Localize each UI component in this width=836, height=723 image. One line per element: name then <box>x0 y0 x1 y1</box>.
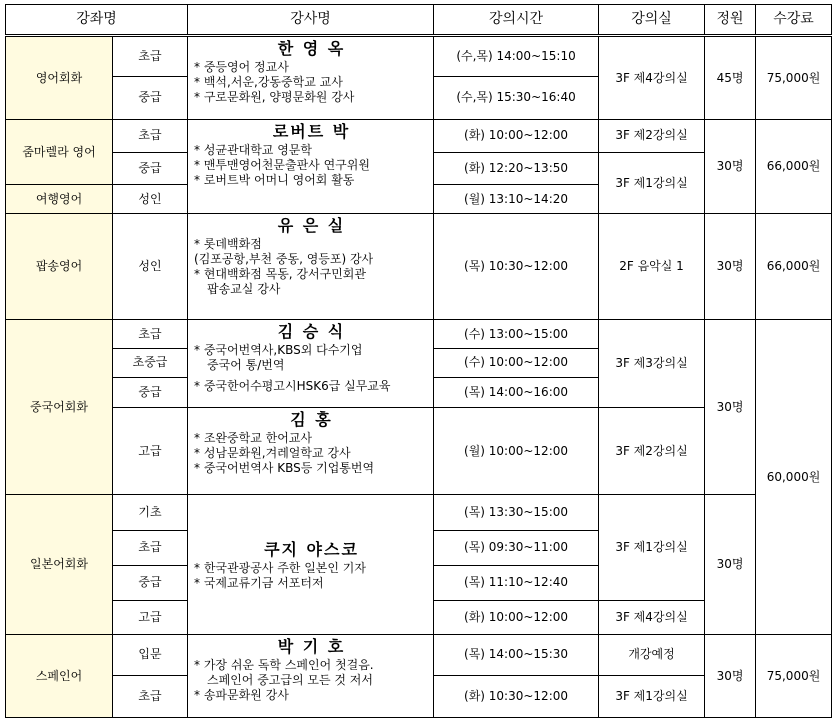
instructor-detail: * 한국관광공사 주한 일본인 기자 <box>194 561 366 576</box>
level-cell: 고급 <box>113 407 188 495</box>
fee-cell: 75,000원 <box>756 635 832 718</box>
capacity-cell: 30명 <box>705 119 756 214</box>
room-cell: 3F 제1강의실 <box>599 495 705 601</box>
instructor-cell <box>188 36 434 120</box>
instructor-name: 김 승 식 <box>277 322 346 342</box>
time-cell: (목) 11:10~12:40 <box>434 565 599 600</box>
level-cell: 기초 <box>113 495 188 530</box>
time-cell: (목) 14:00~15:30 <box>434 635 599 675</box>
instructor-detail: * 성남문화원,겨레얼학교 강사 <box>194 445 351 460</box>
course-spanish: 스페인어 <box>6 635 113 718</box>
instructor-detail: * 백석,서운,강동중학교 교사 <box>194 75 343 90</box>
room-cell: 3F 제4강의실 <box>599 36 705 120</box>
instructor-detail: * 국제교류기금 서포터저 <box>194 576 324 591</box>
instructor-detail: 팝송교실 강사 <box>207 282 281 297</box>
level-cell: 초급 <box>113 36 188 76</box>
instructor-cell <box>188 407 434 495</box>
fee-cell: 66,000원 <box>756 214 832 320</box>
instructor-detail: 중국어 통/번역 <box>207 358 285 373</box>
level-cell: 초급 <box>113 119 188 152</box>
room-cell: 3F 제3강의실 <box>599 320 705 408</box>
room-cell: 3F 제2강의실 <box>599 119 705 152</box>
room-cell: 3F 제2강의실 <box>599 407 705 495</box>
time-cell: (목) 09:30~11:00 <box>434 530 599 565</box>
capacity-cell: 30명 <box>705 635 756 718</box>
time-cell: (수,목) 14:00~15:10 <box>434 36 599 76</box>
room-cell: 3F 제1강의실 <box>599 153 705 214</box>
header-fee: 수강료 <box>756 5 832 36</box>
room-cell: 3F 제1강의실 <box>599 675 705 717</box>
table-row <box>6 214 832 320</box>
instructor-cell <box>188 214 434 320</box>
course-travel: 여행영어 <box>6 185 113 214</box>
level-cell: 초중급 <box>113 349 188 377</box>
room-cell: 개강예정 <box>599 635 705 675</box>
fee-cell: 75,000원 <box>756 36 832 120</box>
table-row <box>6 320 832 349</box>
header-capacity: 정원 <box>705 5 756 36</box>
instructor-name: 로버트 박 <box>272 121 351 141</box>
header-course: 강좌명 <box>6 5 188 36</box>
level-cell: 중급 <box>113 377 188 407</box>
level-cell: 초급 <box>113 320 188 349</box>
header-room: 강의실 <box>599 5 705 36</box>
table-row <box>6 36 832 76</box>
instructor-detail: * 로버트박 어머니 영어회 활동 <box>194 172 355 187</box>
time-cell: (목) 14:00~16:00 <box>434 377 599 407</box>
time-cell: (목) 13:30~15:00 <box>434 495 599 530</box>
instructor-detail: (김포공항,부천 중동, 영등포) 강사 <box>194 252 374 267</box>
capacity-cell: 30명 <box>705 495 756 635</box>
instructor-cell <box>188 635 434 718</box>
instructor-name: 한 영 옥 <box>277 39 346 59</box>
time-cell: (수) 13:00~15:00 <box>434 320 599 349</box>
instructor-name: 김 홍 <box>290 409 333 429</box>
course-schedule-table <box>5 4 832 718</box>
header-instructor: 강사명 <box>188 5 434 36</box>
instructor-cell <box>188 119 434 214</box>
instructor-detail: * 맨투맨영어천문출판사 연구위원 <box>194 157 370 172</box>
room-cell: 2F 음악실 1 <box>599 214 705 320</box>
course-umbrella: 줌마렐라 영어 <box>6 119 113 184</box>
instructor-detail: 스페인어 중고급의 모든 것 저서 <box>207 673 373 688</box>
instructor-detail: * 가장 쉬운 독학 스페인어 첫걸음. <box>194 658 374 673</box>
time-cell: (화) 10:00~12:00 <box>434 119 599 152</box>
level-cell: 성인 <box>113 214 188 320</box>
instructor-detail: * 구로문화원, 양평문화원 강사 <box>194 90 355 105</box>
instructor-cell <box>188 320 434 408</box>
time-cell: (수,목) 15:30~16:40 <box>434 76 599 119</box>
instructor-name: 쿠지 야스코 <box>264 540 359 560</box>
instructor-detail: * 중등영어 정교사 <box>194 60 289 75</box>
table-row <box>6 635 832 675</box>
instructor-detail: * 현대백화점 목동, 강서구민회관 <box>194 267 366 282</box>
instructor-detail: * 송파문화원 강사 <box>194 688 289 703</box>
fee-cell: 66,000원 <box>756 119 832 214</box>
header-time: 강의시간 <box>434 5 599 36</box>
level-cell: 입문 <box>113 635 188 675</box>
table-row <box>6 495 832 530</box>
time-cell: (월) 10:00~12:00 <box>434 407 599 495</box>
instructor-detail: * 중국한어수평고시HSK6급 실무교육 <box>194 379 391 394</box>
time-cell: (목) 10:30~12:00 <box>434 214 599 320</box>
course-chinese: 중국어회화 <box>6 320 113 495</box>
time-cell: (화) 10:00~12:00 <box>434 601 599 635</box>
header-row <box>6 5 832 36</box>
time-cell: (화) 10:30~12:00 <box>434 675 599 717</box>
level-cell: 중급 <box>113 565 188 600</box>
level-cell: 고급 <box>113 601 188 635</box>
time-cell: (화) 12:20~13:50 <box>434 153 599 185</box>
instructor-detail: * 중국어번역사,KBS외 다수기업 <box>194 343 363 358</box>
fee-cell: 60,000원 <box>756 320 832 635</box>
level-cell: 초급 <box>113 675 188 717</box>
instructor-detail: * 조완중학교 한어교사 <box>194 430 312 445</box>
time-cell: (월) 13:10~14:20 <box>434 185 599 214</box>
capacity-cell: 45명 <box>705 36 756 120</box>
level-cell: 성인 <box>113 185 188 214</box>
instructor-detail: * 중국어번역사 KBS등 기업통번역 <box>194 460 375 475</box>
level-cell: 중급 <box>113 76 188 119</box>
instructor-detail: * 성균관대학교 영문학 <box>194 142 312 157</box>
course-english: 영어회화 <box>6 36 113 120</box>
instructor-name: 박 기 호 <box>277 637 346 657</box>
capacity-cell: 30명 <box>705 214 756 320</box>
instructor-name: 유 은 실 <box>277 216 346 236</box>
capacity-cell: 30명 <box>705 320 756 495</box>
time-cell: (수) 10:00~12:00 <box>434 349 599 377</box>
level-cell: 중급 <box>113 153 188 185</box>
course-japanese: 일본어회화 <box>6 495 113 635</box>
room-cell: 3F 제4강의실 <box>599 601 705 635</box>
course-pop: 팝송영어 <box>6 214 113 320</box>
instructor-cell <box>188 495 434 635</box>
instructor-detail: * 롯데백화점 <box>194 237 262 252</box>
table-row <box>6 119 832 152</box>
level-cell: 초급 <box>113 530 188 565</box>
